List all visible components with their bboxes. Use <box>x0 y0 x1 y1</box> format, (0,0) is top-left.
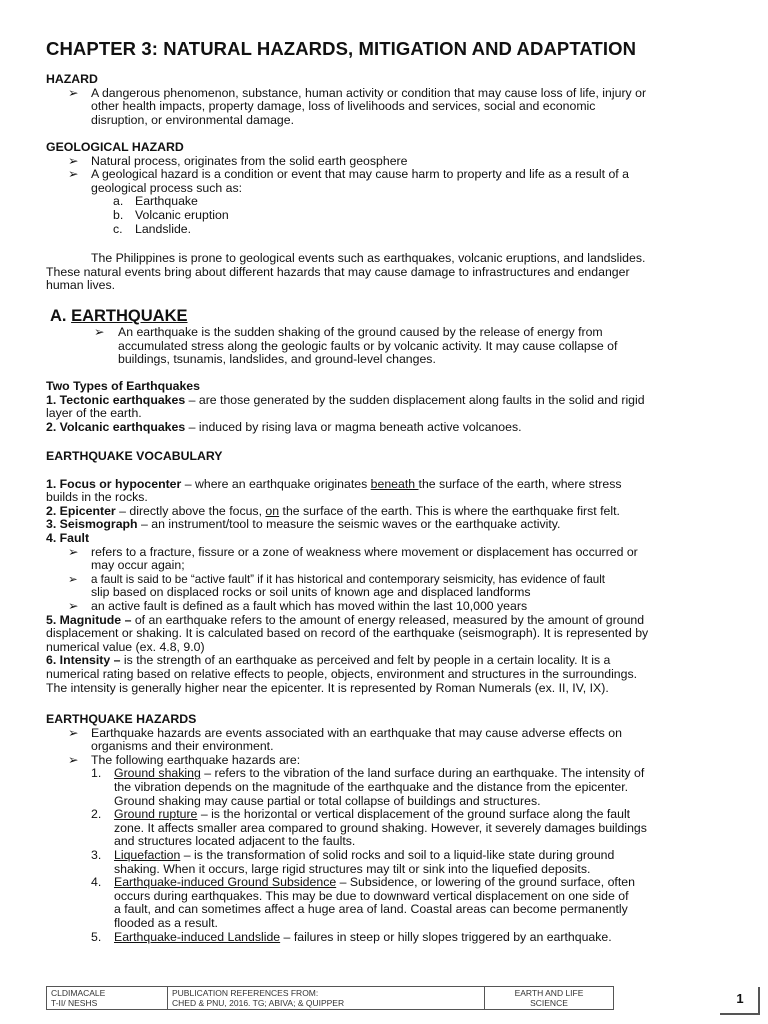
vocab-text: the surface of the earth. This is where the earthquake first felt. <box>279 503 620 518</box>
vocab-label: 1. Focus or hypocenter <box>46 476 182 491</box>
vocab-item <box>46 505 722 519</box>
type-text: – are those generated by the sudden displacement along faults in the solid and rigid <box>185 392 645 407</box>
bullet-icon: ➢ <box>68 167 79 182</box>
vocab-label: 2. Epicenter <box>46 503 116 518</box>
geo-line: geological process such as: <box>91 180 243 195</box>
earthquake-definition <box>46 326 722 367</box>
vocab-item <box>46 654 722 668</box>
item-term: Earthquake-induced Landslide <box>114 929 281 944</box>
list-item <box>46 223 722 237</box>
list-text: Earthquake <box>135 194 198 209</box>
geo-line: A geological hazard is a condition or event that may cause harm to property and life as a result of a <box>91 167 629 182</box>
vocab-label: 6. Intensity – <box>46 653 121 668</box>
footer-ref-text: CHED & PNU, 2016. TG; ABIVA; & QUIPPER <box>172 998 345 1008</box>
vocab-text: – where an earthquake originates <box>181 476 371 491</box>
item-text: – refers to the vibration of the land surface during an earthquake. The intensity of <box>200 766 645 781</box>
item-number: 2. <box>91 807 102 822</box>
fault-line: a fault is said to be “active fault” if it has historical and contemporary seismicity, has evidence of fault <box>91 572 606 586</box>
vocab-heading: EARTHQUAKE VOCABULARY <box>46 449 223 463</box>
philippines-paragraph <box>46 252 722 293</box>
paragraph-line: human lives. <box>46 278 116 293</box>
type-item <box>46 421 722 435</box>
hazard-line: A dangerous phenomenon, substance, human activity or condition that may cause loss of life, injury or <box>91 85 647 100</box>
bullet-icon: ➢ <box>68 572 78 586</box>
definition-line: buildings, tsunamis, landslides, and ground-level changes. <box>118 352 436 367</box>
vocab-label: 3. Seismograph <box>46 517 138 532</box>
footer-cell-author <box>47 987 168 1010</box>
hazard-cont: Ground shaking may cause partial or total collapse of buildings and structures. <box>114 793 541 808</box>
types-heading: Two Types of Earthquakes <box>46 379 200 393</box>
footer-author: CLDIMACALE <box>51 988 106 998</box>
vocab-cont: numerical value (ex. 4.8, 9.0) <box>46 639 205 654</box>
vocab-text: is the strength of an earthquake as perceived and felt by people in a certain locality. It is a <box>120 653 611 668</box>
type-text: – induced by rising lava or magma beneath active volcanoes. <box>185 419 522 434</box>
list-text: Landslide. <box>135 221 192 236</box>
footer-cell-subject <box>485 987 614 1010</box>
hazards-section <box>46 713 722 944</box>
bullet-icon: ➢ <box>94 325 105 339</box>
footer-ref-label: PUBLICATION REFERENCES FROM: <box>172 988 319 998</box>
hazard-item <box>46 876 722 890</box>
item-term: Ground rupture <box>114 807 198 822</box>
bullet-icon: ➢ <box>68 752 79 767</box>
hazard-item <box>46 808 722 822</box>
hazard-line: other health impacts, property damage, loss of livelihoods and services, social and economic <box>91 99 596 114</box>
geo-line: Natural process, originates from the solid earth geosphere <box>91 153 408 168</box>
type-cont: layer of the earth. <box>46 406 142 421</box>
hazard-section <box>46 73 722 127</box>
footer-school: T-II/ NESHS <box>51 998 98 1008</box>
vocab-cont: displacement or shaking. It is calculated based on record of the earthquake (seismograph). It is represented by <box>46 626 649 641</box>
vocab-text: of an earthquake refers to the amount of energy released, measured by the amount of ground <box>131 612 645 627</box>
list-item <box>46 209 722 223</box>
geo-heading: GEOLOGICAL HAZARD <box>46 140 184 154</box>
type-label: 1. Tectonic earthquakes <box>46 392 186 407</box>
footer-table <box>46 986 614 1010</box>
vocab-text: – directly above the focus, <box>115 503 266 518</box>
vocab-item <box>46 614 722 628</box>
fault-line: slip based on displaced rocks or soil units of known age and displaced landforms <box>91 585 531 600</box>
item-number: 3. <box>91 847 102 862</box>
vocab-cont: The intensity is generally higher near the epicenter. It is represented by Roman Numerals (ex. II, IV, IX). <box>46 680 609 695</box>
bullet-icon: ➢ <box>68 544 79 559</box>
section-title: EARTHQUAKE <box>71 307 188 325</box>
vocab-text: – an instrument/tool to measure the seismic waves or the earthquake activity. <box>137 517 561 532</box>
hazards-line: The following earthquake hazards are: <box>91 752 301 767</box>
hazard-item <box>46 931 722 945</box>
vocab-section <box>46 450 722 695</box>
hazards-line: Earthquake hazards are events associated with an earthquake that may cause adverse effects on <box>91 725 622 740</box>
vocab-text: the surface of the earth, where stress <box>418 476 622 491</box>
list-marker: a. <box>113 194 124 209</box>
vocab-item <box>46 518 722 532</box>
item-term: Ground shaking <box>114 766 201 781</box>
paragraph-line: These natural events bring about different hazards that may cause damage to infrastructures and endanger <box>46 264 630 279</box>
hazard-cont: occurs during earthquakes. This may be due to downward vertical displacement on one side of <box>114 888 629 903</box>
types-section <box>46 380 722 434</box>
bullet-icon: ➢ <box>68 725 79 740</box>
item-text: – Subsidence, or lowering of the ground surface, often <box>336 875 635 890</box>
geological-hazard-section <box>46 141 722 236</box>
bullet-icon: ➢ <box>68 598 79 613</box>
hazard-cont: a fault, and can sometimes affect a huge area of land. Coastal areas can become permanently <box>114 902 628 917</box>
item-text: – is the horizontal or vertical displacement of the ground surface along the fault <box>197 807 631 822</box>
vocab-underline: on <box>265 503 280 518</box>
item-number: 1. <box>91 766 102 781</box>
section-prefix: A. <box>50 307 67 325</box>
footer-subject: EARTH AND LIFE <box>514 988 584 998</box>
hazard-item <box>46 849 722 863</box>
hazard-item <box>46 767 722 781</box>
item-term: Liquefaction <box>114 847 181 862</box>
list-marker: c. <box>113 221 123 236</box>
page-number: 1 <box>720 985 760 1015</box>
item-term: Earthquake-induced Ground Subsidence <box>114 875 337 890</box>
item-text: – is the transformation of solid rocks and soil to a liquid-like state during ground <box>180 847 615 862</box>
footer-cell-references <box>168 987 485 1010</box>
vocab-item <box>46 478 722 492</box>
hazard-cont: flooded as a result. <box>114 915 218 930</box>
hazard-cont: the vibration depends on the magnitude of the earthquake and the distance from the epicenter. <box>114 779 629 794</box>
section-a-heading <box>50 307 188 326</box>
bullet-icon: ➢ <box>68 153 79 168</box>
fault-line: an active fault is defined as a fault which has moved within the last 10,000 years <box>91 598 528 613</box>
hazard-line: disruption, or environmental damage. <box>91 112 295 127</box>
fault-line: may occur again; <box>91 558 185 573</box>
vocab-cont: numerical rating based on relative effects to people, objects, environment and structures in the surroundings. <box>46 666 638 681</box>
fault-line: refers to a fracture, fissure or a zone of weakness where movement or displacement has occurred or <box>91 544 638 559</box>
hazards-heading: EARTHQUAKE HAZARDS <box>46 712 197 726</box>
page-title: CHAPTER 3: NATURAL HAZARDS, MITIGATION AND ADAPTATION <box>46 38 637 59</box>
hazard-heading: HAZARD <box>46 72 98 86</box>
item-text: – failures in steep or hilly slopes triggered by an earthquake. <box>280 929 612 944</box>
definition-line: accumulated stress along the geologic faults or by volcanic activity. It may cause collapse of <box>118 338 618 353</box>
footer-subject-cont: SCIENCE <box>530 998 568 1008</box>
vocab-underline: beneath <box>370 476 419 491</box>
list-text: Volcanic eruption <box>135 207 229 222</box>
vocab-label: 4. Fault <box>46 530 90 545</box>
vocab-label: 5. Magnitude – <box>46 612 132 627</box>
type-item <box>46 394 722 408</box>
type-label: 2. Volcanic earthquakes <box>46 419 186 434</box>
item-number: 5. <box>91 929 102 944</box>
hazard-cont: shaking. When it occurs, large rigid structures may tilt or sink into the liquefied deposits. <box>114 861 591 876</box>
definition-line: An earthquake is the sudden shaking of the ground caused by the release of energy from <box>118 325 603 339</box>
list-marker: b. <box>113 207 124 222</box>
vocab-cont: builds in the rocks. <box>46 490 148 505</box>
list-item <box>46 195 722 209</box>
hazards-line: organisms and their environment. <box>91 739 274 754</box>
paragraph-line: The Philippines is prone to geological events such as earthquakes, volcanic eruptions, and landslides. <box>91 251 646 265</box>
hazard-cont: and structures located adjacent to the faults. <box>114 834 356 849</box>
item-number: 4. <box>91 875 102 890</box>
bullet-icon: ➢ <box>68 85 79 100</box>
hazard-cont: zone. It affects smaller area compared to ground shaking. However, it severely damages buildings <box>114 820 647 835</box>
